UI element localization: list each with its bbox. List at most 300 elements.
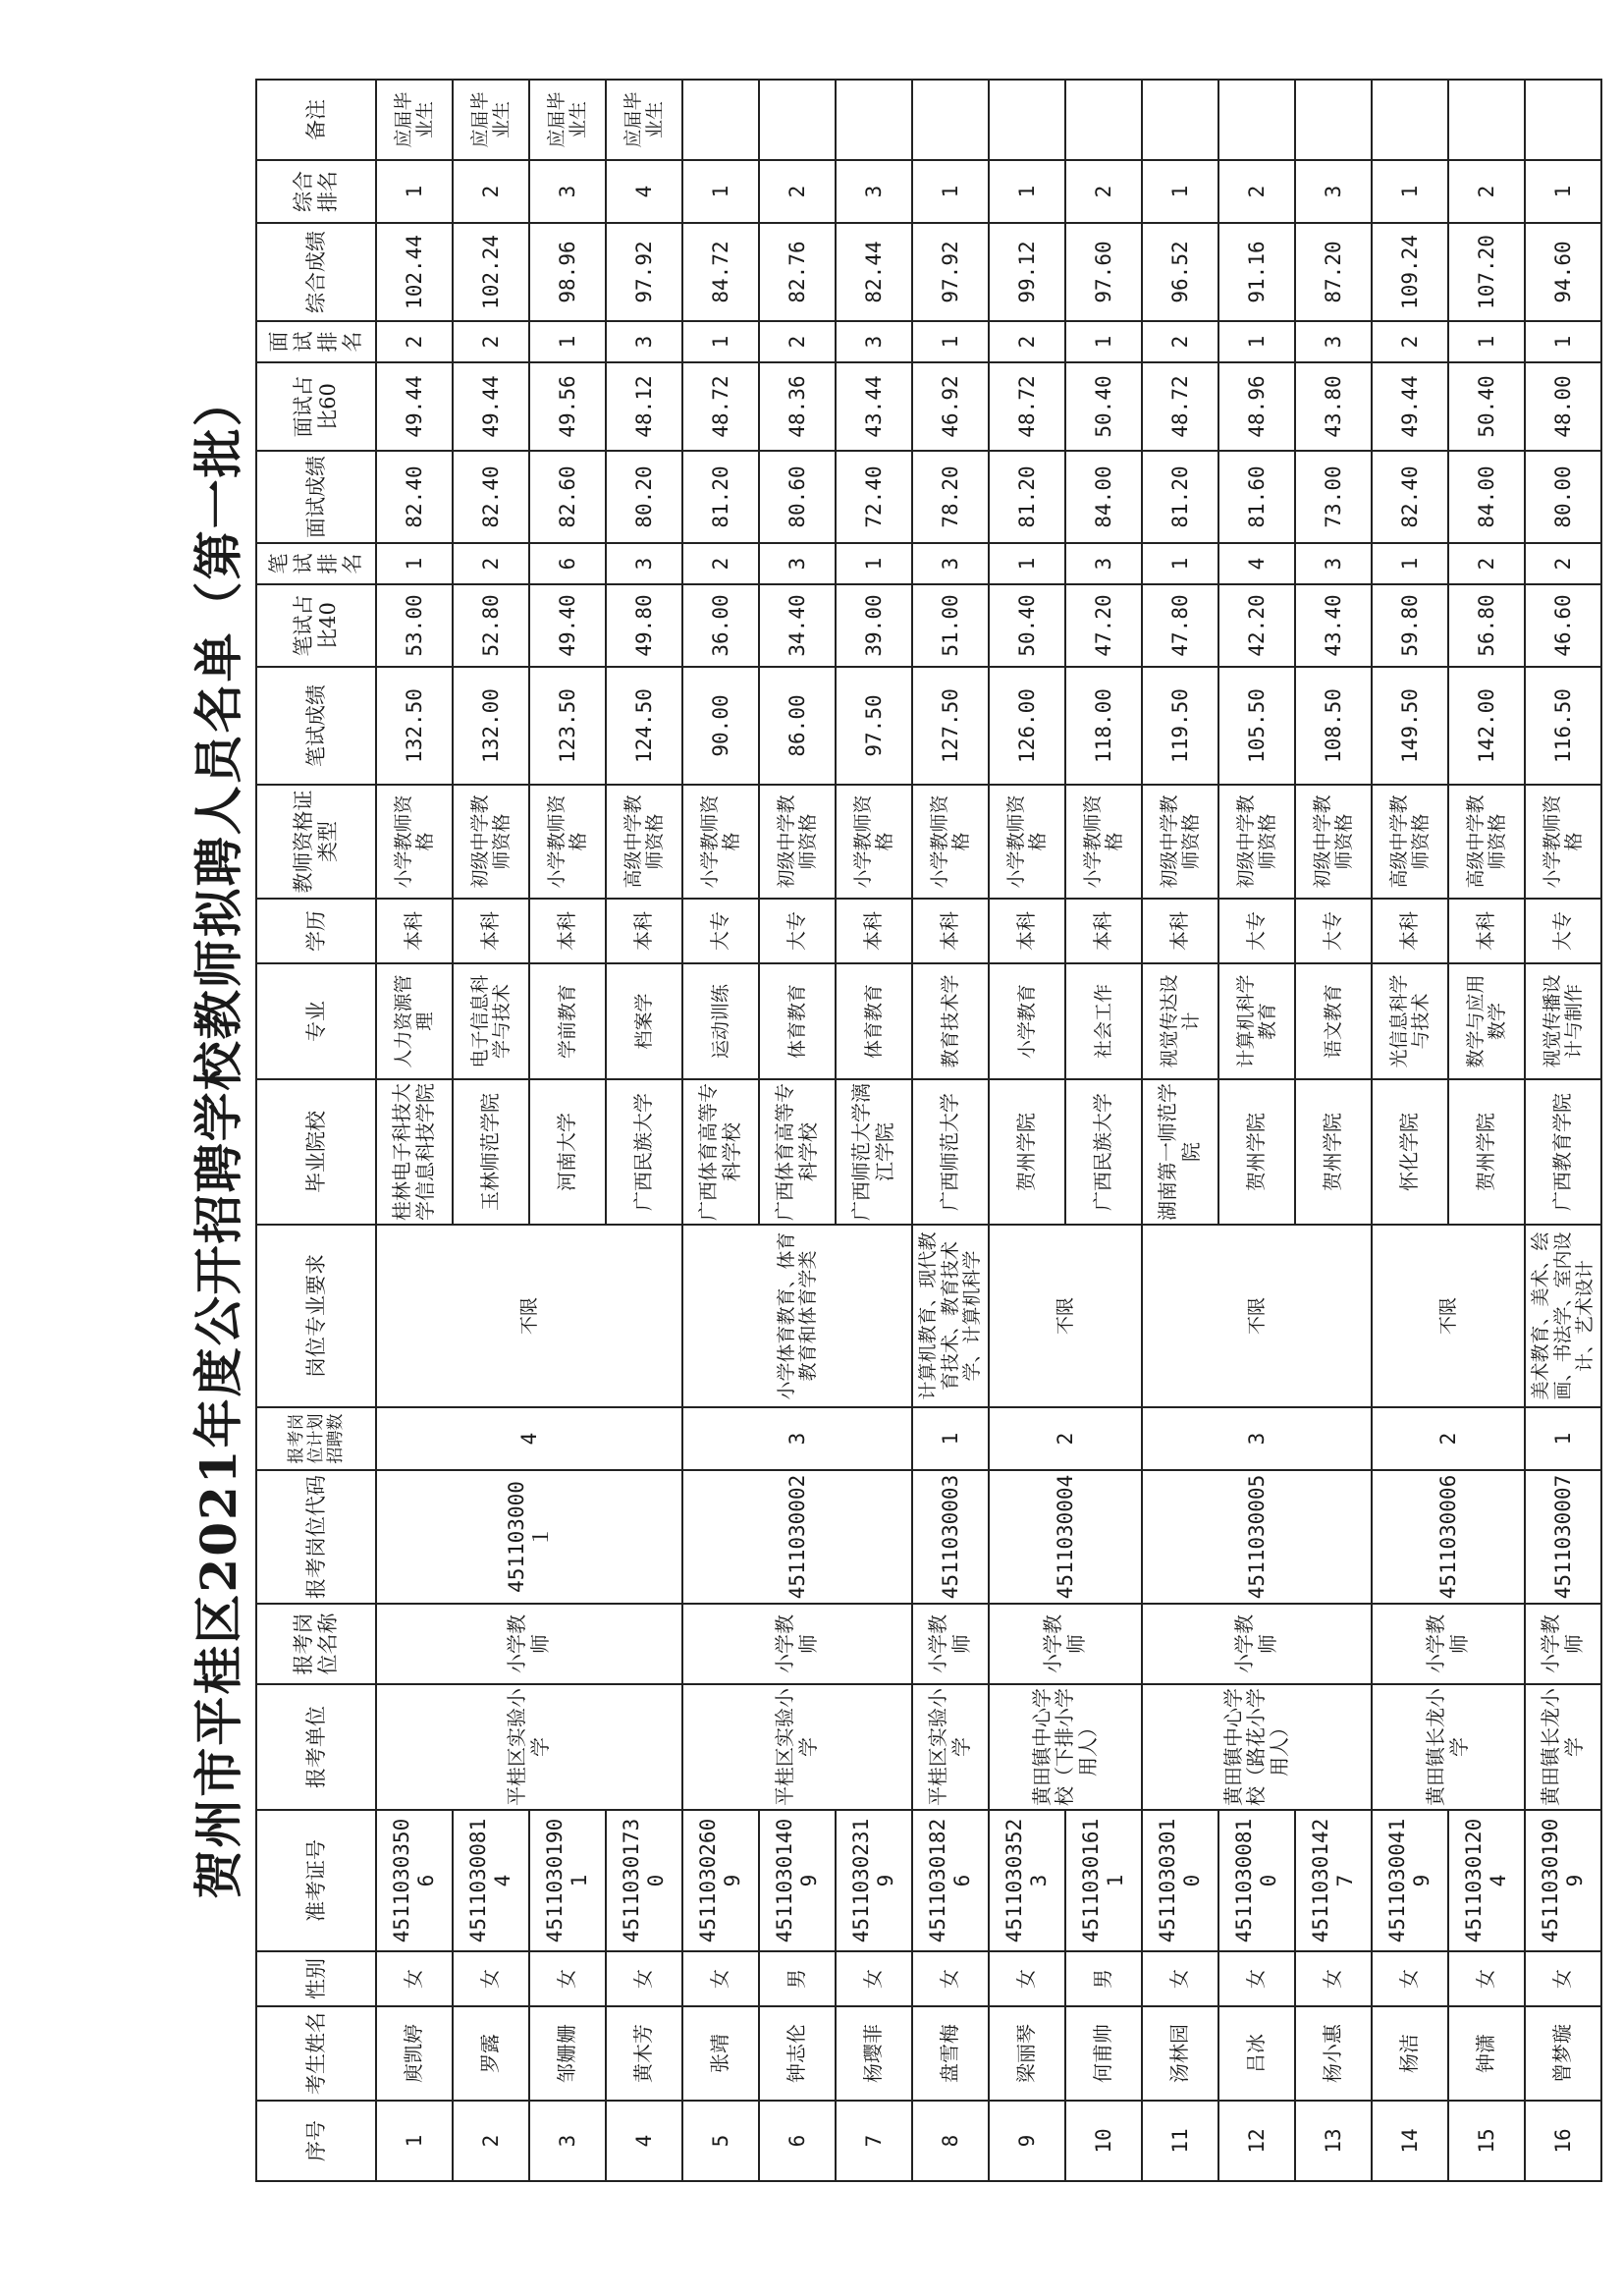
table-body bbox=[376, 80, 1601, 2181]
header-cell: 笔试占比40 bbox=[256, 584, 376, 667]
interview-weighted: 46.92 bbox=[912, 362, 989, 451]
graduate-school: 广西民族大学 bbox=[606, 1079, 682, 1225]
interview-score: 80.00 bbox=[1525, 451, 1601, 543]
written-rank: 3 bbox=[912, 543, 989, 584]
candidate-name: 杨洁 bbox=[1372, 2006, 1448, 2101]
total-score: 96.52 bbox=[1142, 223, 1218, 321]
table-header-row bbox=[256, 80, 376, 2181]
exam-id: 45110301427 bbox=[1295, 1810, 1372, 1951]
candidate-name: 曾梦璇 bbox=[1525, 2006, 1601, 2101]
major: 教育技术学 bbox=[912, 963, 989, 1079]
row-number: 9 bbox=[989, 2101, 1065, 2181]
row-number: 4 bbox=[606, 2101, 682, 2181]
interview-rank: 3 bbox=[1295, 321, 1372, 362]
written-rank: 2 bbox=[682, 543, 759, 584]
written-score: 119.50 bbox=[1142, 667, 1218, 785]
candidate-sex: 女 bbox=[1142, 1951, 1218, 2006]
table-row bbox=[1065, 80, 1142, 2181]
total-rank: 2 bbox=[453, 160, 529, 223]
table-row bbox=[759, 80, 836, 2181]
header-cell: 教师资格证类型 bbox=[256, 785, 376, 899]
exam-id: 45110303523 bbox=[989, 1810, 1065, 1951]
interview-rank: 3 bbox=[606, 321, 682, 362]
row-number: 14 bbox=[1372, 2101, 1448, 2181]
exam-id: 45110301901 bbox=[529, 1810, 606, 1951]
teacher-cert-type: 小学教师资格 bbox=[912, 785, 989, 899]
interview-rank: 2 bbox=[453, 321, 529, 362]
total-score: 102.24 bbox=[453, 223, 529, 321]
written-weighted: 34.40 bbox=[759, 584, 836, 667]
graduate-school: 怀化学院 bbox=[1372, 1079, 1448, 1225]
post-quota: 2 bbox=[1372, 1407, 1525, 1470]
written-score: 116.50 bbox=[1525, 667, 1601, 785]
table-container bbox=[255, 81, 1602, 2182]
table-row bbox=[529, 80, 606, 2181]
exam-id: 45110302609 bbox=[682, 1810, 759, 1951]
interview-rank: 1 bbox=[682, 321, 759, 362]
candidate-sex: 女 bbox=[682, 1951, 759, 2006]
note bbox=[836, 80, 912, 160]
interview-rank: 1 bbox=[1448, 321, 1525, 362]
row-number: 1 bbox=[376, 2101, 453, 2181]
interview-weighted: 50.40 bbox=[1065, 362, 1142, 451]
exam-id: 45110303506 bbox=[376, 1810, 453, 1951]
exam-id: 45110300810 bbox=[1218, 1810, 1295, 1951]
candidate-name: 汤林园 bbox=[1142, 2006, 1218, 2101]
interview-score: 81.20 bbox=[989, 451, 1065, 543]
graduate-school: 贺州学院 bbox=[1448, 1079, 1525, 1225]
interview-weighted: 49.44 bbox=[1372, 362, 1448, 451]
note bbox=[682, 80, 759, 160]
exam-id: 45110301730 bbox=[606, 1810, 682, 1951]
teacher-cert-type: 小学教师资格 bbox=[836, 785, 912, 899]
written-score: 123.50 bbox=[529, 667, 606, 785]
written-score: 132.50 bbox=[376, 667, 453, 785]
total-rank: 1 bbox=[1142, 160, 1218, 223]
post-code: 4511030007 bbox=[1525, 1470, 1601, 1604]
total-rank: 4 bbox=[606, 160, 682, 223]
teacher-cert-type: 初级中学教师资格 bbox=[1218, 785, 1295, 899]
total-score: 87.20 bbox=[1295, 223, 1372, 321]
major-requirement: 不限 bbox=[1142, 1225, 1372, 1407]
exam-id: 45110301826 bbox=[912, 1810, 989, 1951]
note bbox=[1372, 80, 1448, 160]
candidate-name: 张靖 bbox=[682, 2006, 759, 2101]
note bbox=[1448, 80, 1525, 160]
header-cell: 面试排名 bbox=[256, 321, 376, 362]
total-rank: 1 bbox=[1372, 160, 1448, 223]
candidate-sex: 女 bbox=[1218, 1951, 1295, 2006]
interview-score: 72.40 bbox=[836, 451, 912, 543]
header-cell: 岗位专业要求 bbox=[256, 1225, 376, 1407]
graduate-school: 广西体育高等专科学校 bbox=[759, 1079, 836, 1225]
major: 学前教育 bbox=[529, 963, 606, 1079]
interview-weighted: 49.44 bbox=[453, 362, 529, 451]
interview-rank: 2 bbox=[759, 321, 836, 362]
major-requirement: 计算机教育、现代教育技术、教育技术学、计算机科学 bbox=[912, 1225, 989, 1407]
written-weighted: 59.80 bbox=[1372, 584, 1448, 667]
employer-unit: 黄田镇中心学校（路花小学用人） bbox=[1142, 1684, 1372, 1810]
post-name: 小学教师 bbox=[1525, 1604, 1601, 1684]
total-score: 99.12 bbox=[989, 223, 1065, 321]
interview-weighted: 43.80 bbox=[1295, 362, 1372, 451]
note bbox=[1525, 80, 1601, 160]
employer-unit: 平桂区实验小学 bbox=[682, 1684, 912, 1810]
written-weighted: 36.00 bbox=[682, 584, 759, 667]
total-rank: 2 bbox=[1218, 160, 1295, 223]
major: 人力资源管理 bbox=[376, 963, 453, 1079]
interview-rank: 2 bbox=[1142, 321, 1218, 362]
interview-weighted: 49.56 bbox=[529, 362, 606, 451]
interview-rank: 2 bbox=[1372, 321, 1448, 362]
row-number: 11 bbox=[1142, 2101, 1218, 2181]
candidate-name: 何甫帅 bbox=[1065, 2006, 1142, 2101]
candidate-sex: 女 bbox=[1372, 1951, 1448, 2006]
note bbox=[989, 80, 1065, 160]
employer-unit: 平桂区实验小学 bbox=[376, 1684, 682, 1810]
interview-rank: 2 bbox=[989, 321, 1065, 362]
note: 应届毕业生 bbox=[606, 80, 682, 160]
education-level: 本科 bbox=[529, 899, 606, 963]
row-number: 3 bbox=[529, 2101, 606, 2181]
written-score: 142.00 bbox=[1448, 667, 1525, 785]
row-number: 2 bbox=[453, 2101, 529, 2181]
major-requirement: 小学体育教育、体育教育和体育学类 bbox=[682, 1225, 912, 1407]
interview-score: 82.40 bbox=[453, 451, 529, 543]
header-cell: 准考证号 bbox=[256, 1810, 376, 1951]
header-cell: 报考岗位名称 bbox=[256, 1604, 376, 1684]
written-rank: 1 bbox=[1142, 543, 1218, 584]
interview-weighted: 48.72 bbox=[682, 362, 759, 451]
major: 视觉传达设计 bbox=[1142, 963, 1218, 1079]
written-score: 90.00 bbox=[682, 667, 759, 785]
major: 社会工作 bbox=[1065, 963, 1142, 1079]
header-cell: 性别 bbox=[256, 1951, 376, 2006]
candidate-name: 梁丽琴 bbox=[989, 2006, 1065, 2101]
interview-score: 82.60 bbox=[529, 451, 606, 543]
written-rank: 4 bbox=[1218, 543, 1295, 584]
header-cell: 学历 bbox=[256, 899, 376, 963]
graduate-school: 广西师范大学漓江学院 bbox=[836, 1079, 912, 1225]
major: 体育教育 bbox=[836, 963, 912, 1079]
exam-id: 45110301611 bbox=[1065, 1810, 1142, 1951]
candidate-name: 盘雪梅 bbox=[912, 2006, 989, 2101]
major: 视觉传播设计与制作 bbox=[1525, 963, 1601, 1079]
table-row bbox=[1218, 80, 1295, 2181]
graduate-school: 贺州学院 bbox=[989, 1079, 1065, 1225]
interview-rank: 3 bbox=[836, 321, 912, 362]
total-score: 82.44 bbox=[836, 223, 912, 321]
education-level: 本科 bbox=[606, 899, 682, 963]
teacher-cert-type: 初级中学教师资格 bbox=[1295, 785, 1372, 899]
candidate-name: 吕冰 bbox=[1218, 2006, 1295, 2101]
total-rank: 2 bbox=[1065, 160, 1142, 223]
graduate-school: 广西教育学院 bbox=[1525, 1079, 1601, 1225]
teacher-cert-type: 小学教师资格 bbox=[529, 785, 606, 899]
written-score: 97.50 bbox=[836, 667, 912, 785]
employer-unit: 黄田镇长龙小学 bbox=[1372, 1684, 1525, 1810]
written-score: 127.50 bbox=[912, 667, 989, 785]
written-score: 105.50 bbox=[1218, 667, 1295, 785]
row-number: 12 bbox=[1218, 2101, 1295, 2181]
education-level: 本科 bbox=[453, 899, 529, 963]
post-name: 小学教师 bbox=[682, 1604, 912, 1684]
employer-unit: 黄田镇长龙小学 bbox=[1525, 1684, 1601, 1810]
major: 数学与应用数学 bbox=[1448, 963, 1525, 1079]
written-rank: 2 bbox=[1525, 543, 1601, 584]
exam-id: 45110301409 bbox=[759, 1810, 836, 1951]
total-score: 91.16 bbox=[1218, 223, 1295, 321]
row-number: 16 bbox=[1525, 2101, 1601, 2181]
candidate-name: 邹姗姗 bbox=[529, 2006, 606, 2101]
major-requirement: 不限 bbox=[376, 1225, 682, 1407]
written-rank: 1 bbox=[836, 543, 912, 584]
header-cell: 考生姓名 bbox=[256, 2006, 376, 2101]
post-code: 4511030003 bbox=[912, 1470, 989, 1604]
written-score: 108.50 bbox=[1295, 667, 1372, 785]
major-requirement: 美术教育、美术、绘画、书法学、室内设计、艺术设计 bbox=[1525, 1225, 1601, 1407]
header-cell: 笔试成绩 bbox=[256, 667, 376, 785]
education-level: 本科 bbox=[912, 899, 989, 963]
candidate-sex: 女 bbox=[606, 1951, 682, 2006]
total-score: 97.92 bbox=[606, 223, 682, 321]
written-weighted: 50.40 bbox=[989, 584, 1065, 667]
education-level: 大专 bbox=[682, 899, 759, 963]
table-row bbox=[1525, 80, 1601, 2181]
candidate-sex: 女 bbox=[376, 1951, 453, 2006]
post-name: 小学教师 bbox=[1142, 1604, 1372, 1684]
total-score: 97.60 bbox=[1065, 223, 1142, 321]
interview-score: 84.00 bbox=[1448, 451, 1525, 543]
interview-score: 80.60 bbox=[759, 451, 836, 543]
exam-id: 45110301204 bbox=[1448, 1810, 1525, 1951]
written-score: 118.00 bbox=[1065, 667, 1142, 785]
written-weighted: 42.20 bbox=[1218, 584, 1295, 667]
teacher-cert-type: 小学教师资格 bbox=[1065, 785, 1142, 899]
exam-id: 45110302319 bbox=[836, 1810, 912, 1951]
total-score: 94.60 bbox=[1525, 223, 1601, 321]
table-row bbox=[1448, 80, 1525, 2181]
post-code: 4511030004 bbox=[989, 1470, 1142, 1604]
teacher-cert-type: 小学教师资格 bbox=[1525, 785, 1601, 899]
row-number: 10 bbox=[1065, 2101, 1142, 2181]
written-score: 132.00 bbox=[453, 667, 529, 785]
major: 档案学 bbox=[606, 963, 682, 1079]
note bbox=[1142, 80, 1218, 160]
note: 应届毕业生 bbox=[529, 80, 606, 160]
total-rank: 3 bbox=[529, 160, 606, 223]
note bbox=[1065, 80, 1142, 160]
total-rank: 1 bbox=[989, 160, 1065, 223]
note bbox=[912, 80, 989, 160]
written-weighted: 56.80 bbox=[1448, 584, 1525, 667]
teacher-cert-type: 小学教师资格 bbox=[682, 785, 759, 899]
note bbox=[1218, 80, 1295, 160]
interview-weighted: 48.36 bbox=[759, 362, 836, 451]
graduate-school: 玉林师范学院 bbox=[453, 1079, 529, 1225]
education-level: 本科 bbox=[836, 899, 912, 963]
total-score: 102.44 bbox=[376, 223, 453, 321]
major: 小学教育 bbox=[989, 963, 1065, 1079]
written-score: 149.50 bbox=[1372, 667, 1448, 785]
teacher-cert-type: 初级中学教师资格 bbox=[453, 785, 529, 899]
exam-id: 45110303010 bbox=[1142, 1810, 1218, 1951]
education-level: 大专 bbox=[1525, 899, 1601, 963]
interview-weighted: 48.00 bbox=[1525, 362, 1601, 451]
interview-score: 73.00 bbox=[1295, 451, 1372, 543]
written-rank: 1 bbox=[1372, 543, 1448, 584]
graduate-school: 桂林电子科技大学信息科技学院 bbox=[376, 1079, 453, 1225]
row-number: 8 bbox=[912, 2101, 989, 2181]
row-number: 13 bbox=[1295, 2101, 1372, 2181]
written-weighted: 47.20 bbox=[1065, 584, 1142, 667]
teacher-cert-type: 高级中学教师资格 bbox=[1448, 785, 1525, 899]
written-score: 126.00 bbox=[989, 667, 1065, 785]
row-number: 5 bbox=[682, 2101, 759, 2181]
written-rank: 3 bbox=[606, 543, 682, 584]
table-row bbox=[606, 80, 682, 2181]
major-requirement: 不限 bbox=[1372, 1225, 1525, 1407]
graduate-school: 广西师范大学 bbox=[912, 1079, 989, 1225]
candidate-name: 罗露 bbox=[453, 2006, 529, 2101]
education-level: 本科 bbox=[1372, 899, 1448, 963]
interview-rank: 1 bbox=[912, 321, 989, 362]
graduate-school: 河南大学 bbox=[529, 1079, 606, 1225]
total-rank: 3 bbox=[836, 160, 912, 223]
header-cell: 面试成绩 bbox=[256, 451, 376, 543]
education-level: 本科 bbox=[989, 899, 1065, 963]
interview-weighted: 48.72 bbox=[989, 362, 1065, 451]
table-row bbox=[912, 80, 989, 2181]
teacher-cert-type: 小学教师资格 bbox=[989, 785, 1065, 899]
written-rank: 3 bbox=[1295, 543, 1372, 584]
total-rank: 1 bbox=[682, 160, 759, 223]
interview-weighted: 50.40 bbox=[1448, 362, 1525, 451]
interview-rank: 1 bbox=[529, 321, 606, 362]
written-weighted: 49.40 bbox=[529, 584, 606, 667]
header-cell: 毕业院校 bbox=[256, 1079, 376, 1225]
total-score: 109.24 bbox=[1372, 223, 1448, 321]
exam-id: 45110300814 bbox=[453, 1810, 529, 1951]
header-cell: 备注 bbox=[256, 80, 376, 160]
employer-unit: 平桂区实验小学 bbox=[912, 1684, 989, 1810]
total-score: 84.72 bbox=[682, 223, 759, 321]
candidate-sex: 女 bbox=[453, 1951, 529, 2006]
table-row bbox=[1372, 80, 1448, 2181]
total-rank: 2 bbox=[1448, 160, 1525, 223]
total-rank: 1 bbox=[1525, 160, 1601, 223]
header-cell: 专业 bbox=[256, 963, 376, 1079]
candidate-sex: 女 bbox=[1448, 1951, 1525, 2006]
candidate-sex: 女 bbox=[989, 1951, 1065, 2006]
written-rank: 1 bbox=[376, 543, 453, 584]
table-row bbox=[682, 80, 759, 2181]
total-rank: 2 bbox=[759, 160, 836, 223]
total-score: 82.76 bbox=[759, 223, 836, 321]
interview-weighted: 48.12 bbox=[606, 362, 682, 451]
row-number: 6 bbox=[759, 2101, 836, 2181]
row-number: 15 bbox=[1448, 2101, 1525, 2181]
post-name: 小学教师 bbox=[376, 1604, 682, 1684]
interview-score: 81.20 bbox=[1142, 451, 1218, 543]
written-score: 86.00 bbox=[759, 667, 836, 785]
written-weighted: 43.40 bbox=[1295, 584, 1372, 667]
table-row bbox=[1295, 80, 1372, 2181]
education-level: 本科 bbox=[1448, 899, 1525, 963]
table-row bbox=[836, 80, 912, 2181]
post-quota: 1 bbox=[1525, 1407, 1601, 1470]
interview-weighted: 48.72 bbox=[1142, 362, 1218, 451]
teacher-cert-type: 高级中学教师资格 bbox=[1372, 785, 1448, 899]
candidate-name: 杨璎菲 bbox=[836, 2006, 912, 2101]
post-quota: 1 bbox=[912, 1407, 989, 1470]
post-name: 小学教师 bbox=[1372, 1604, 1525, 1684]
header-cell: 报考岗位计划招聘数 bbox=[256, 1407, 376, 1470]
candidate-sex: 男 bbox=[759, 1951, 836, 2006]
exam-id: 45110300419 bbox=[1372, 1810, 1448, 1951]
table-row bbox=[989, 80, 1065, 2181]
table-row bbox=[1142, 80, 1218, 2181]
header-cell: 报考岗位代码 bbox=[256, 1470, 376, 1604]
document-title: 贺州市平桂区2021年度公开招聘学校教师拟聘人员名单（第一批） bbox=[189, 375, 247, 1899]
post-code: 4511030006 bbox=[1372, 1470, 1525, 1604]
candidate-sex: 女 bbox=[1295, 1951, 1372, 2006]
note bbox=[1295, 80, 1372, 160]
major: 计算机科学教育 bbox=[1218, 963, 1295, 1079]
graduate-school: 广西体育高等专科学校 bbox=[682, 1079, 759, 1225]
interview-rank: 1 bbox=[1218, 321, 1295, 362]
header-cell: 综合成绩 bbox=[256, 223, 376, 321]
header-cell: 综合排名 bbox=[256, 160, 376, 223]
post-name: 小学教师 bbox=[912, 1604, 989, 1684]
employer-unit: 黄田镇中心学校（下排小学用人） bbox=[989, 1684, 1142, 1810]
education-level: 大专 bbox=[759, 899, 836, 963]
header-cell: 面试占比60 bbox=[256, 362, 376, 451]
candidate-sex: 男 bbox=[1065, 1951, 1142, 2006]
written-rank: 2 bbox=[453, 543, 529, 584]
interview-weighted: 49.44 bbox=[376, 362, 453, 451]
candidate-name: 杨小惠 bbox=[1295, 2006, 1372, 2101]
interview-score: 80.20 bbox=[606, 451, 682, 543]
interview-rank: 2 bbox=[376, 321, 453, 362]
table-row bbox=[376, 80, 453, 2181]
written-rank: 3 bbox=[1065, 543, 1142, 584]
education-level: 本科 bbox=[376, 899, 453, 963]
note bbox=[759, 80, 836, 160]
interview-score: 84.00 bbox=[1065, 451, 1142, 543]
teacher-cert-type: 初级中学教师资格 bbox=[1142, 785, 1218, 899]
written-weighted: 52.80 bbox=[453, 584, 529, 667]
candidate-sex: 女 bbox=[912, 1951, 989, 2006]
total-rank: 3 bbox=[1295, 160, 1372, 223]
education-level: 本科 bbox=[1065, 899, 1142, 963]
total-score: 98.96 bbox=[529, 223, 606, 321]
header-cell: 笔试排名 bbox=[256, 543, 376, 584]
interview-score: 82.40 bbox=[376, 451, 453, 543]
header-cell: 序号 bbox=[256, 2101, 376, 2181]
note: 应届毕业生 bbox=[376, 80, 453, 160]
candidate-table bbox=[255, 79, 1602, 2182]
teacher-cert-type: 初级中学教师资格 bbox=[759, 785, 836, 899]
written-rank: 1 bbox=[989, 543, 1065, 584]
written-rank: 2 bbox=[1448, 543, 1525, 584]
post-code: 4511030005 bbox=[1142, 1470, 1372, 1604]
teacher-cert-type: 小学教师资格 bbox=[376, 785, 453, 899]
written-weighted: 46.60 bbox=[1525, 584, 1601, 667]
interview-score: 81.20 bbox=[682, 451, 759, 543]
written-rank: 3 bbox=[759, 543, 836, 584]
interview-weighted: 48.96 bbox=[1218, 362, 1295, 451]
